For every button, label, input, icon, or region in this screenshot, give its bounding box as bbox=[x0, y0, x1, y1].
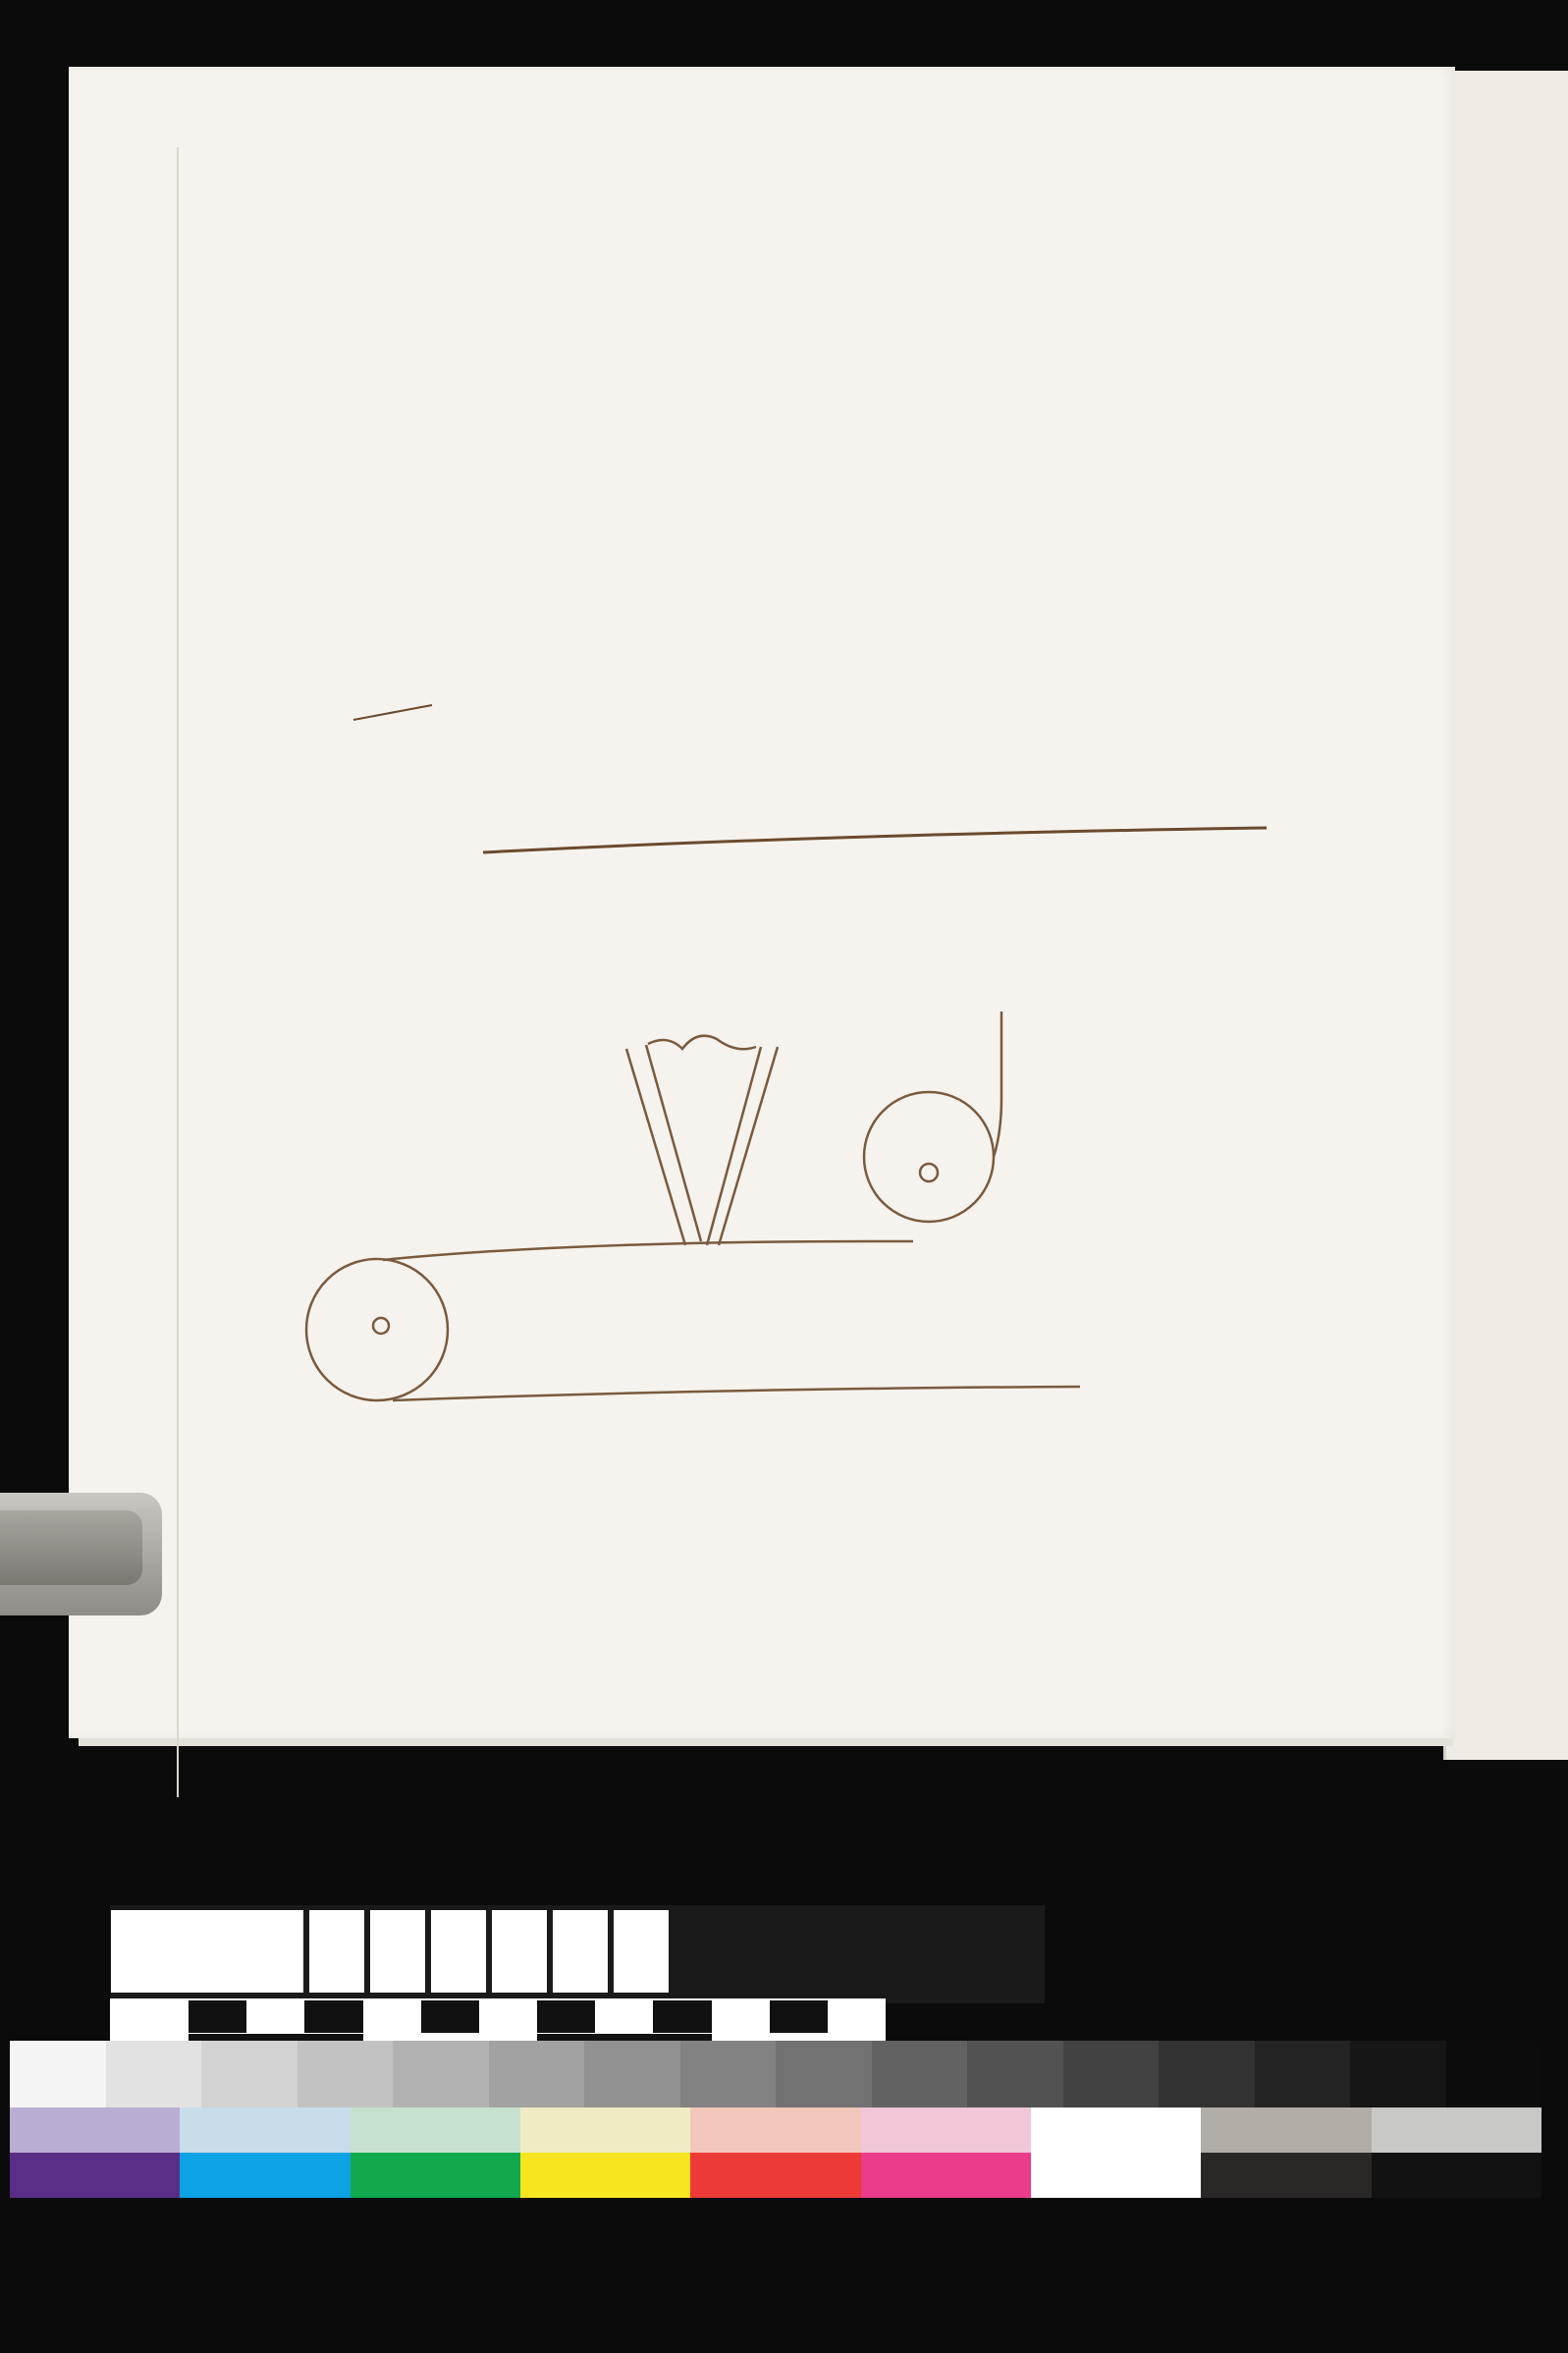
color-patch bbox=[520, 2107, 690, 2153]
color-patch bbox=[351, 2107, 520, 2153]
reference-char bbox=[553, 1910, 608, 1993]
roller-b-feed bbox=[994, 1012, 1001, 1157]
strike-through bbox=[353, 705, 432, 720]
roller-b bbox=[864, 1092, 994, 1222]
reference-brand bbox=[111, 1910, 303, 1993]
roller-b-axle bbox=[920, 1164, 938, 1181]
color-checker bbox=[10, 2107, 1541, 2198]
funnel-right-wall bbox=[707, 1047, 778, 1245]
color-patch bbox=[10, 2107, 180, 2153]
manuscript-page bbox=[69, 67, 1455, 1738]
color-patch bbox=[1372, 2153, 1541, 2198]
color-patch bbox=[690, 2153, 860, 2198]
color-patch bbox=[1372, 2107, 1541, 2153]
color-patches-saturated bbox=[10, 2153, 1541, 2198]
color-patch bbox=[1201, 2153, 1371, 2198]
cloth-top-run bbox=[383, 1241, 913, 1260]
reference-char bbox=[370, 1910, 425, 1993]
color-patch bbox=[1031, 2107, 1201, 2153]
facing-page bbox=[1443, 71, 1568, 1760]
color-patch bbox=[1201, 2107, 1371, 2153]
color-patch bbox=[861, 2107, 1031, 2153]
roller-c-axle bbox=[373, 1318, 389, 1334]
reference-char bbox=[492, 1910, 547, 1993]
cloth-bottom-run bbox=[393, 1387, 1080, 1400]
binder-clip-inner bbox=[0, 1510, 142, 1585]
color-patch bbox=[520, 2153, 690, 2198]
gray-scale bbox=[10, 2041, 1541, 2107]
funnel-contents bbox=[648, 1036, 756, 1050]
color-patches-light bbox=[10, 2107, 1541, 2153]
color-patch bbox=[351, 2153, 520, 2198]
reference-char bbox=[309, 1910, 364, 1993]
reference-char bbox=[614, 1910, 669, 1993]
section-rule bbox=[483, 828, 1267, 852]
color-patch bbox=[861, 2153, 1031, 2198]
funnel-left-wall bbox=[626, 1045, 701, 1245]
color-patch bbox=[10, 2153, 180, 2198]
priming-diagram bbox=[306, 1012, 1080, 1400]
cm-scale bbox=[189, 2000, 886, 2033]
reference-char bbox=[431, 1910, 486, 1993]
color-patch bbox=[180, 2153, 350, 2198]
roller-c bbox=[306, 1259, 448, 1400]
color-patch bbox=[180, 2107, 350, 2153]
binder-clip bbox=[0, 1493, 162, 1615]
color-patch bbox=[1031, 2153, 1201, 2198]
reference-id bbox=[111, 1910, 669, 1993]
sketch-layer bbox=[69, 67, 1455, 1738]
color-patch bbox=[690, 2107, 860, 2153]
